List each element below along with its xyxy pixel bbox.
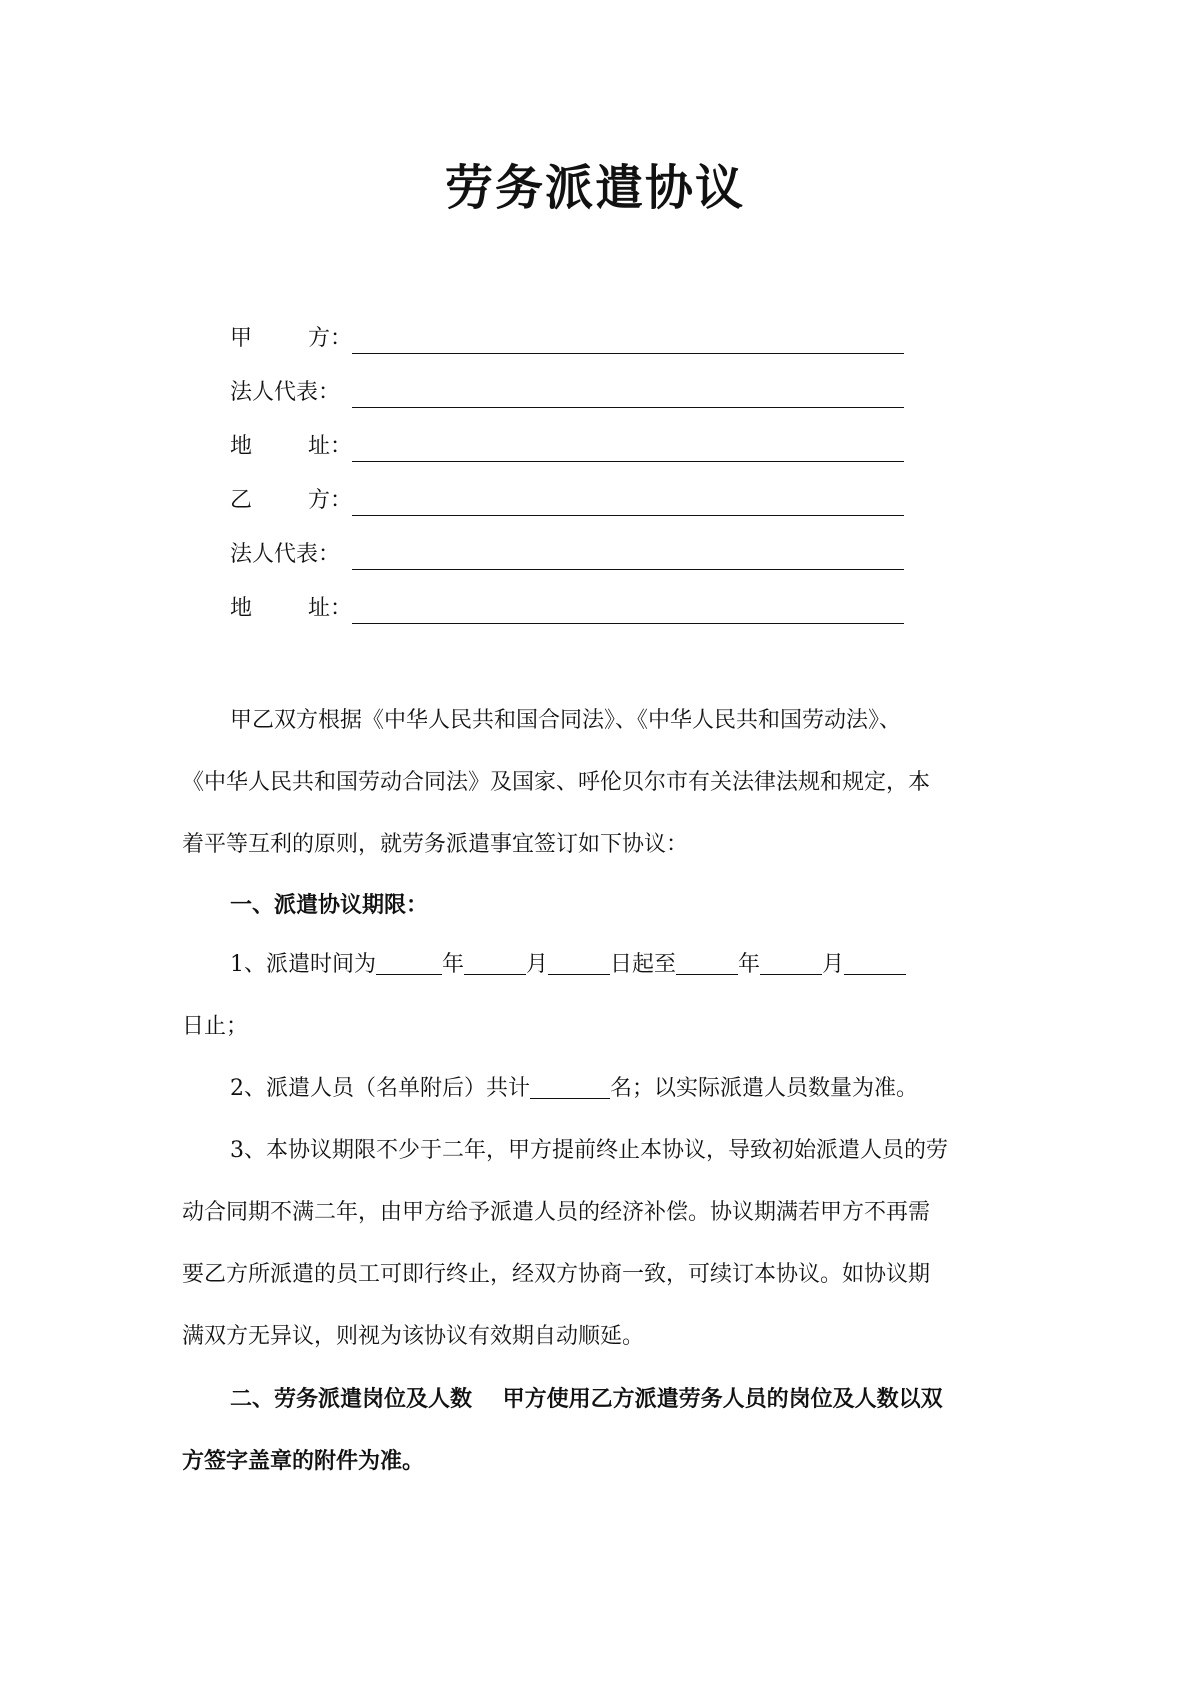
party-b-representative-blank-line [352,539,904,570]
section-1-heading: 一、派遣协议期限： [230,892,429,918]
item-1-month-2: 月 [822,952,845,977]
party-b-field [230,480,904,516]
section-1-item-3-line-2: 动合同期不满二年，由甲方给予派遣人员的经济补偿。协议期满若甲方不再需 [182,1200,931,1225]
party-a-representative-label: 法人代表： [230,380,341,405]
section-2-line-2: 方签字盖章的附件为准。 [182,1448,425,1474]
intro-line-1: 甲乙双方根据《中华人民共和国合同法》、《中华人民共和国劳动法》、 [230,708,902,733]
start-year-blank [376,950,442,975]
party-b-representative-label: 法人代表： [230,542,341,567]
intro-line-3: 着平等互利的原则，就劳务派遣事宜签订如下协议： [182,832,689,857]
party-a-representative-blank-line [352,377,904,408]
item-1-prefix: 1、派遣时间为 [230,952,376,977]
item-1-day-from: 日起至 [610,952,677,977]
document-title: 劳务派遣协议 [444,160,745,216]
party-a-blank-line [352,323,904,354]
party-b-address-field [230,588,904,624]
party-b-blank-line [352,485,904,516]
end-month-blank [760,950,822,975]
party-a-label: 甲 方： [230,326,352,351]
intro-line-2: 《中华人民共和国劳动合同法》及国家、呼伦贝尔市有关法律法规和规定，本 [182,770,931,795]
party-a-field [230,318,904,354]
end-day-blank [844,950,906,975]
section-2-line-1: 二、劳务派遣岗位及人数 甲方使用乙方派遣劳务人员的岗位及人数以双 [230,1386,943,1412]
end-year-blank [676,950,738,975]
start-day-blank [548,950,610,975]
section-1-item-1-end: 日止； [182,1014,249,1039]
section-1-item-1 [230,950,906,980]
section-1-item-2 [230,1074,918,1104]
item-2-prefix: 2、派遣人员（名单附后）共计 [230,1076,530,1101]
party-b-representative-field [230,534,904,570]
section-1-item-3-line-3: 要乙方所派遣的员工可即行终止，经双方协商一致，可续订本协议。如协议期 [182,1262,931,1287]
party-a-address-field [230,426,904,462]
item-1-year-1: 年 [442,952,465,977]
party-b-address-label: 地 址： [230,596,352,621]
party-b-label: 乙 方： [230,488,352,513]
item-1-month-1: 月 [526,952,549,977]
section-1-item-3-line-4: 满双方无异议，则视为该协议有效期自动顺延。 [182,1324,645,1349]
party-a-address-blank-line [352,431,904,462]
section-1-item-3-line-1: 3、本协议期限不少于二年，甲方提前终止本协议，导致初始派遣人员的劳 [230,1138,948,1163]
party-b-address-blank-line [352,593,904,624]
party-a-representative-field [230,372,904,408]
item-1-year-2: 年 [738,952,761,977]
start-month-blank [464,950,526,975]
party-a-address-label: 地 址： [230,434,352,459]
worker-count-blank [530,1074,610,1099]
item-2-suffix: 名；以实际派遣人员数量为准。 [610,1076,919,1101]
